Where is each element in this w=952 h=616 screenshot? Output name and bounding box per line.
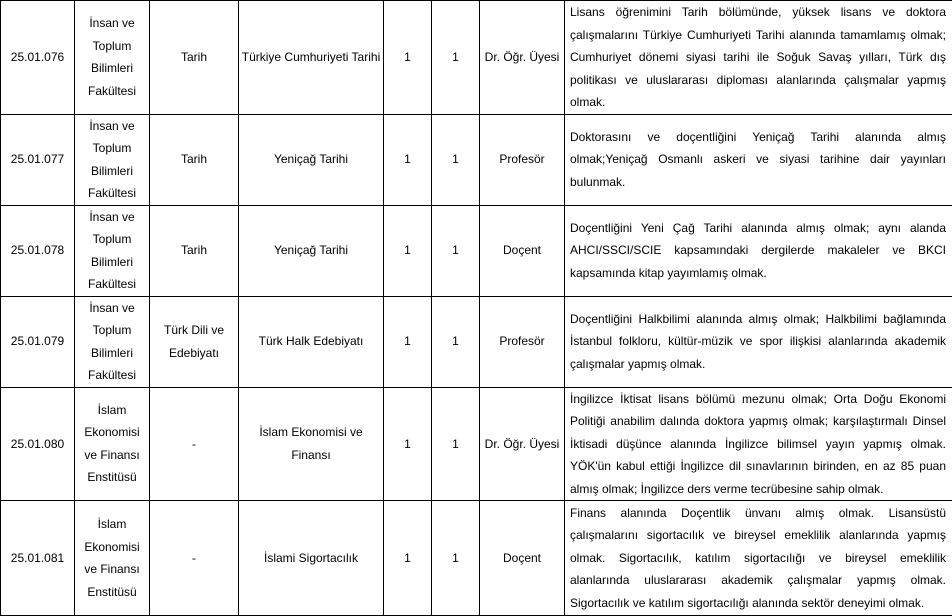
program-name: İslami Sigortacılık xyxy=(239,501,384,616)
department-name: Tarih xyxy=(150,114,239,205)
academic-title: Profesör xyxy=(480,296,565,387)
faculty-name: İnsan ve Toplum Bilimleri Fakültesi xyxy=(75,1,150,115)
program-name: Türkiye Cumhuriyeti Tarihi xyxy=(239,1,384,115)
department-name: - xyxy=(150,387,239,501)
table-row xyxy=(1,1,952,115)
table-row xyxy=(1,114,952,205)
table-row xyxy=(1,501,952,616)
position-code: 25.01.081 xyxy=(1,501,75,616)
position-count: 1 xyxy=(384,114,432,205)
position-code: 25.01.078 xyxy=(1,205,75,296)
position-count: 1 xyxy=(384,1,432,115)
position-count-secondary: 1 xyxy=(432,387,480,501)
position-count: 1 xyxy=(384,387,432,501)
position-code: 25.01.076 xyxy=(1,1,75,115)
position-code: 25.01.080 xyxy=(1,387,75,501)
faculty-name: İnsan ve Toplum Bilimleri Fakültesi xyxy=(75,114,150,205)
table-row xyxy=(1,387,952,501)
requirement-text: Lisans öğrenimini Tarih bölümünde, yüksek lisans ve doktora çalışmalarını Türkiye Cumhuriyeti Tarihi alanında tamamlamış olmak; Cumhuriyet dönemi siyasi tarihi ile Soğuk Savaş yılları, Türk dış politikası ve uluslararası diploması alanlarında çalışmalar yapmış olmak. xyxy=(565,1,952,115)
department-name: Tarih xyxy=(150,1,239,115)
faculty-name: İnsan ve Toplum Bilimleri Fakültesi xyxy=(75,296,150,387)
academic-title: Doçent xyxy=(480,205,565,296)
requirement-text: Doçentliğini Yeni Çağ Tarihi alanında almış olmak; aynı alanda AHCI/SSCI/SCIE kapsamındaki dergilerde makaleler ve BKCI kapsamında kitap yayımlamış olmak. xyxy=(565,205,952,296)
program-name: Türk Halk Edebiyatı xyxy=(239,296,384,387)
department-name: Tarih xyxy=(150,205,239,296)
faculty-name: İslam Ekonomisi ve Finansı Enstitüsü xyxy=(75,387,150,501)
position-count: 1 xyxy=(384,296,432,387)
position-count-secondary: 1 xyxy=(432,501,480,616)
table-row xyxy=(1,296,952,387)
faculty-name: İslam Ekonomisi ve Finansı Enstitüsü xyxy=(75,501,150,616)
position-count: 1 xyxy=(384,501,432,616)
faculty-name: İnsan ve Toplum Bilimleri Fakültesi xyxy=(75,205,150,296)
position-count-secondary: 1 xyxy=(432,114,480,205)
department-name: - xyxy=(150,501,239,616)
position-count-secondary: 1 xyxy=(432,296,480,387)
program-name: Yeniçağ Tarihi xyxy=(239,205,384,296)
position-code: 25.01.079 xyxy=(1,296,75,387)
academic-title: Profesör xyxy=(480,114,565,205)
academic-title: Dr. Öğr. Üyesi xyxy=(480,1,565,115)
program-name: Yeniçağ Tarihi xyxy=(239,114,384,205)
academic-title: Dr. Öğr. Üyesi xyxy=(480,387,565,501)
requirement-text: Doçentliğini Halkbilimi alanında almış olmak; Halkbilimi bağlamında İstanbul folkloru, kültür-müzik ve spor ilişkisi alanlarında akademik çalışmalar yapmış olmak. xyxy=(565,296,952,387)
department-name: Türk Dili ve Edebiyatı xyxy=(150,296,239,387)
position-count-secondary: 1 xyxy=(432,1,480,115)
requirement-text: Doktorasını ve doçentliğini Yeniçağ Tarihi alanında almış olmak;Yeniçağ Osmanlı askeri ve siyasi tarihine dair yayınları bulunmak. xyxy=(565,114,952,205)
academic-title: Doçent xyxy=(480,501,565,616)
position-count: 1 xyxy=(384,205,432,296)
requirement-text: İngilizce İktisat lisans bölümü mezunu olmak; Orta Doğu Ekonomi Politiği anabilim dalında doktora yapmış olmak; karşılaştırmalı Dinsel İktisadi düşünce alanında İngilizce bilimsel yayın yapmış olmak. YÖK'ün kabul ettiği İngilizce dil sınavlarının birinden, en az 85 puan almış olmak; İngilizce ders verme tecrübesine sahip olmak. xyxy=(565,387,952,501)
position-code: 25.01.077 xyxy=(1,114,75,205)
position-count-secondary: 1 xyxy=(432,205,480,296)
program-name: İslam Ekonomisi ve Finansı xyxy=(239,387,384,501)
requirement-text: Finans alanında Doçentlik ünvanı almış olmak. Lisansüstü çalışmalarını sigortacılık ve bireysel emeklilik alanlarında yapmış olmak. Sigortacılık, katılım sigortacılığı ve bireysel emeklilik alanlarında uluslararası akademik çalışmalar yapmış olmak. Sigortacılık ve katılım sigortacılığı alanında sektör deneyimi olmak. xyxy=(565,501,952,616)
table-row xyxy=(1,205,952,296)
